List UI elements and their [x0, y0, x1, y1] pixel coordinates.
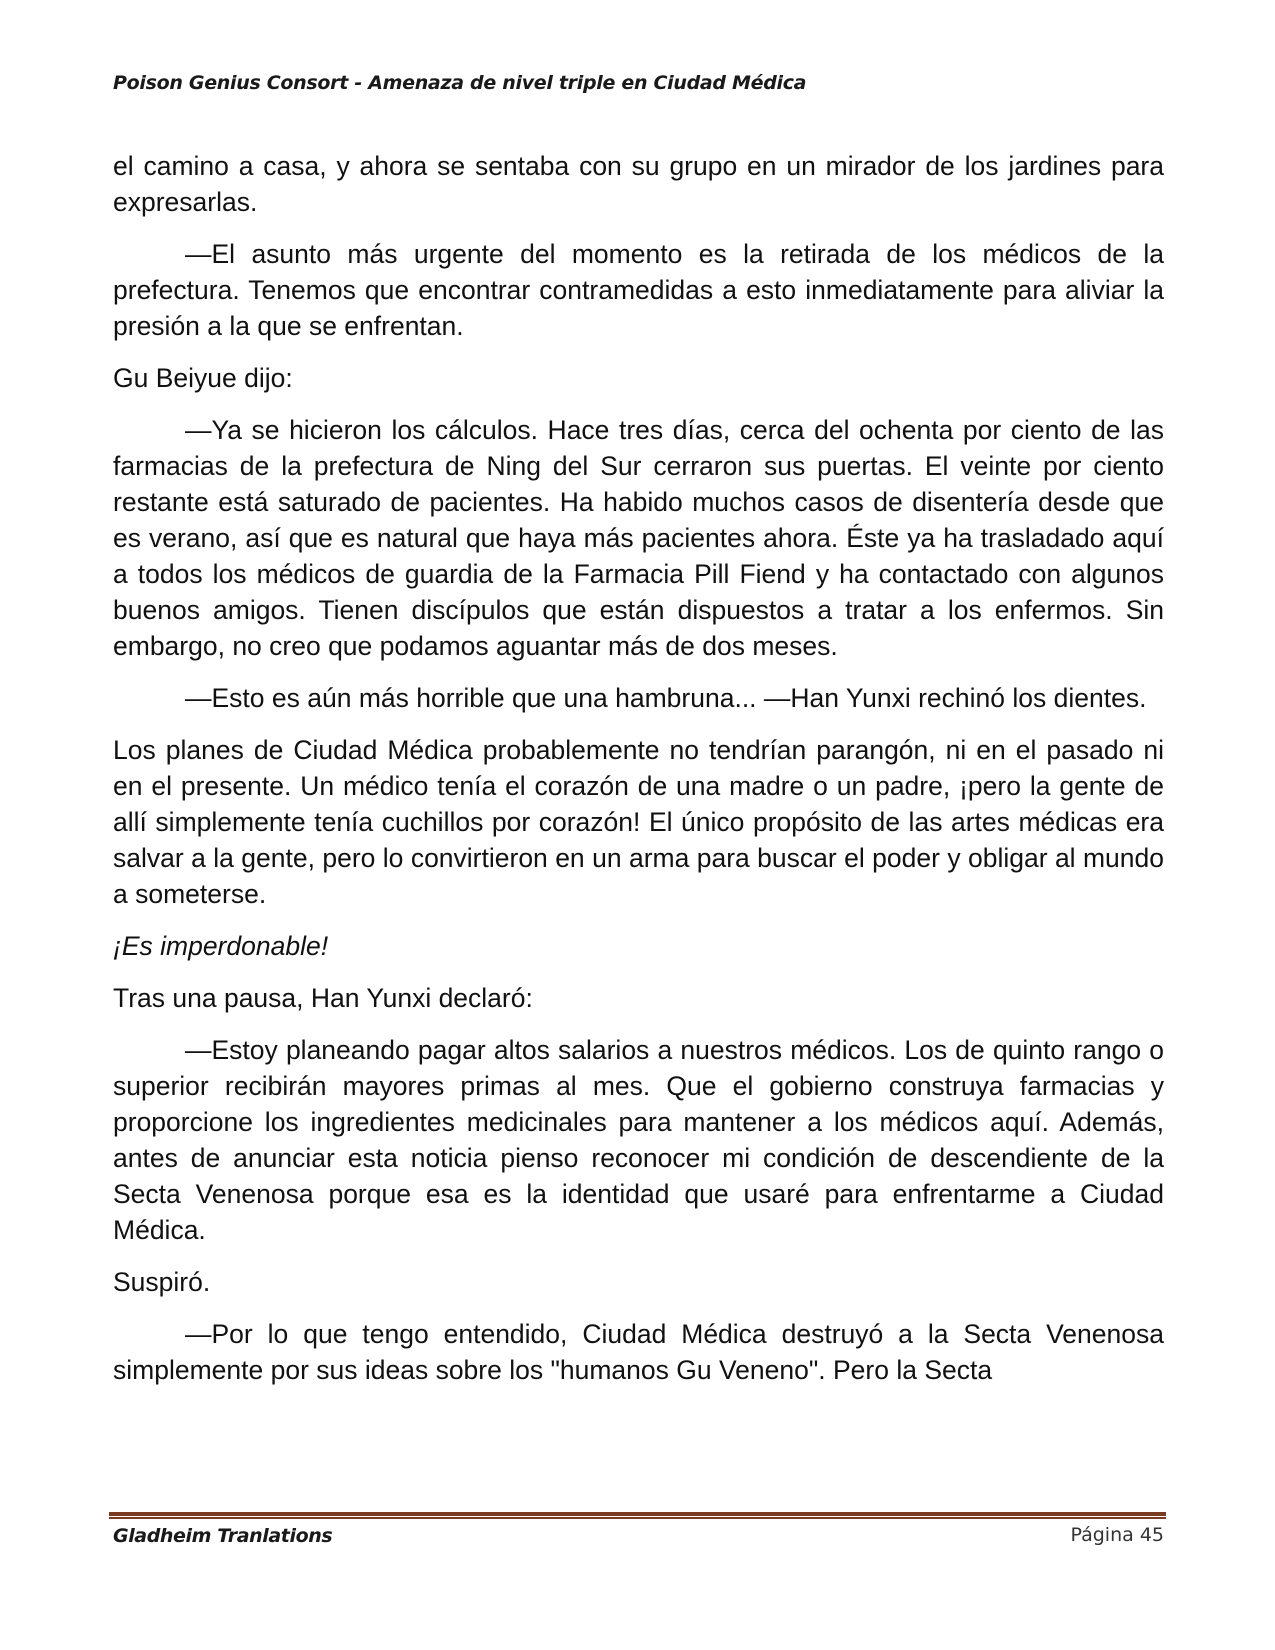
running-header: Poison Genius Consort - Amenaza de nivel triple en Ciudad Médica [113, 72, 807, 94]
paragraph: —El asunto más urgente del momento es la retirada de los médicos de la prefectura. Tenemos que encontrar contramedidas a esto inmediatamente para aliviar la presión a la que se enfrentan. [113, 239, 1164, 341]
paragraph: Tras una pausa, Han Yunxi declaró: [113, 983, 533, 1013]
paragraph: Gu Beiyue dijo: [113, 363, 293, 393]
page-number [1070, 1524, 1164, 1546]
footer-credit: Gladheim Tranlations [113, 1525, 333, 1547]
paragraph: Suspiró. [113, 1267, 211, 1297]
footer-divider-thin [109, 1517, 1166, 1519]
paragraph: ¡Es imperdonable! [113, 931, 329, 961]
paragraph: —Esto es aún más horrible que una hambruna... —Han Yunxi rechinó los dientes. [185, 683, 1147, 713]
page-label: Página [1070, 1524, 1134, 1546]
paragraph: —Por lo que tengo entendido, Ciudad Médica destruyó a la Secta Venenosa simplemente por sus ideas sobre los "humanos Gu Veneno". Pero la Secta [113, 1319, 1164, 1385]
footer-divider [109, 1512, 1166, 1519]
page-number-value: 45 [1139, 1524, 1164, 1546]
paragraph: —Estoy planeando pagar altos salarios a nuestros médicos. Los de quinto rango o superior recibirán mayores primas al mes. Que el gobierno construya farmacias y proporcione los ingredientes medicinales para mantener a los médicos aquí. Además, antes de anunciar esta noticia pienso reconocer mi condición de descendiente de la Secta Venenosa porque esa es la identidad que usaré para enfrentarme a Ciudad Médica. [113, 1035, 1164, 1245]
paragraph: —Ya se hicieron los cálculos. Hace tres días, cerca del ochenta por ciento de las farmacias de la prefectura de Ning del Sur cerraron sus puertas. El veinte por ciento restante está saturado de pacientes. Ha habido muchos casos de disentería desde que es verano, así que es natural que haya más pacientes ahora. Éste ya ha trasladado aquí a todos los médicos de guardia de la Farmacia Pill Fiend y ha contactado con algunos buenos amigos. Tienen discípulos que están dispuestos a tratar a los enfermos. Sin embargo, no creo que podamos aguantar más de dos meses. [113, 415, 1164, 661]
paragraph: Los planes de Ciudad Médica probablemente no tendrían parangón, ni en el pasado ni en el presente. Un médico tenía el corazón de una madre o un padre, ¡pero la gente de allí simplemente tenía cuchillos por corazón! El único propósito de las artes médicas era salvar a la gente, pero lo convirtieron en un arma para buscar el poder y obligar al mundo a someterse. [113, 735, 1164, 909]
page-body [113, 148, 1164, 1404]
paragraph: el camino a casa, y ahora se sentaba con su grupo en un mirador de los jardines para expresarlas. [113, 151, 1164, 217]
